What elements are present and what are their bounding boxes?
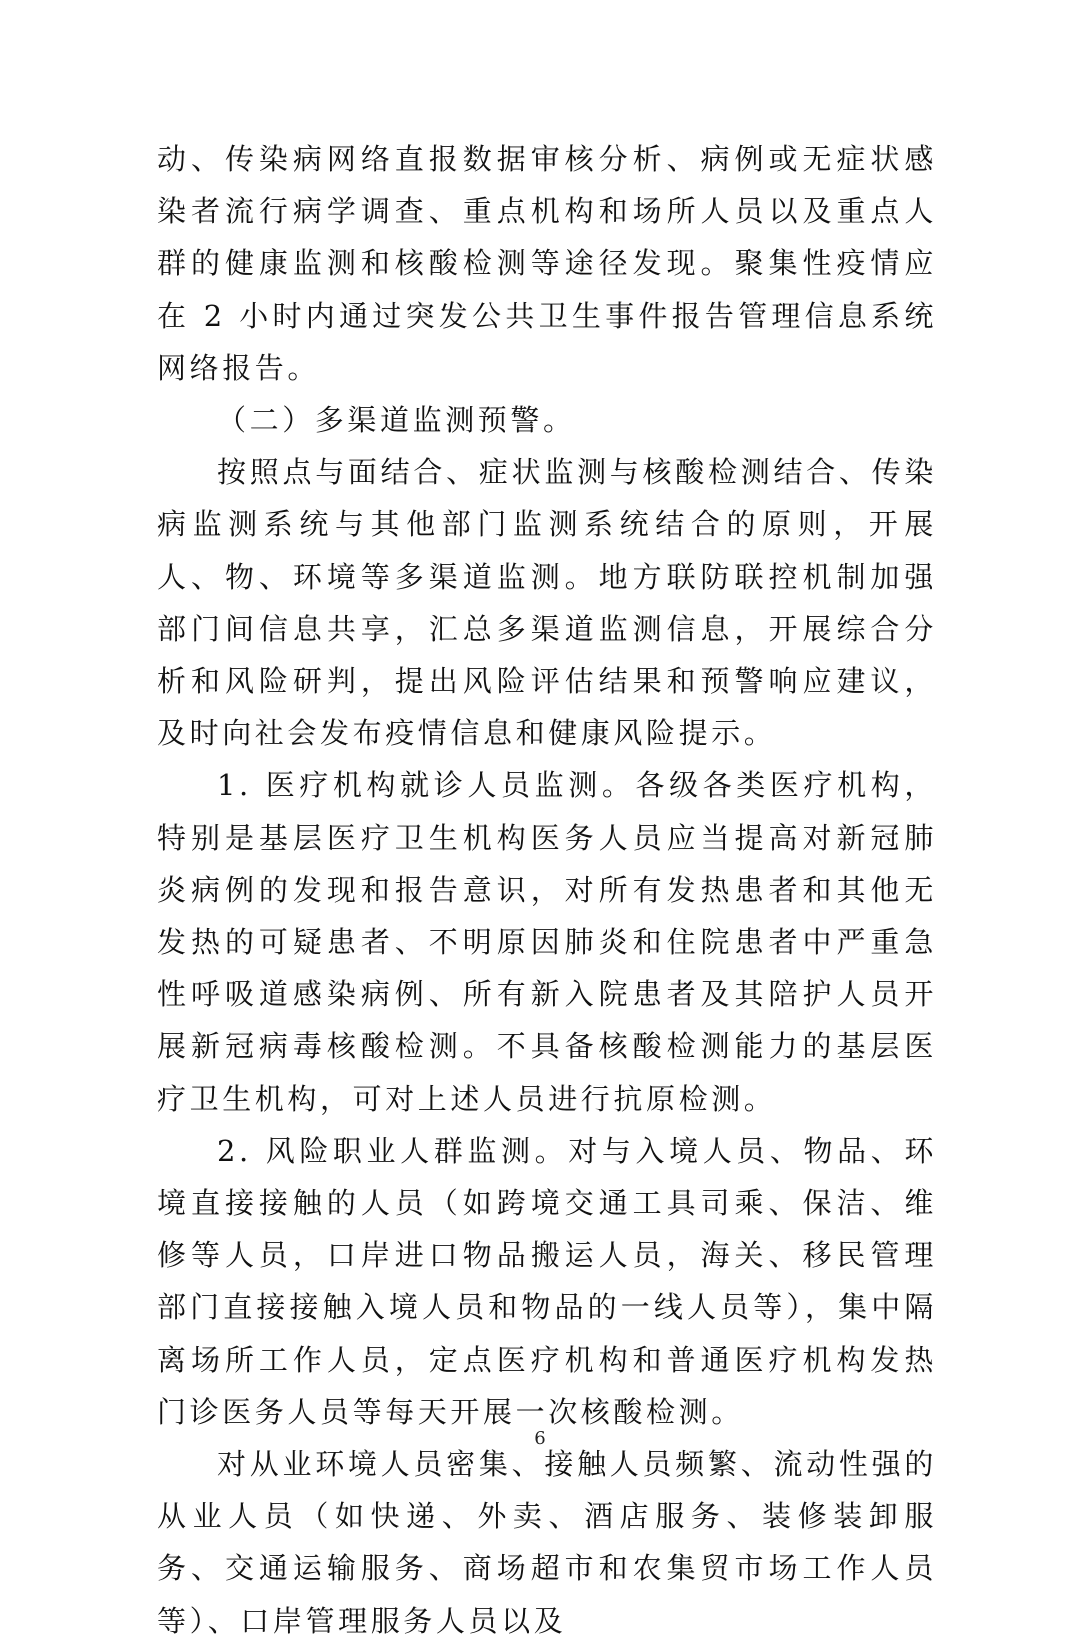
paragraph-item-2: 2. 风险职业人群监测。对与入境人员、物品、环境直接接触的人员（如跨境交通工具司乘、保洁、维修等人员，口岸进口物品搬运人员，海关、移民管理部门直接接触入境人员和物品的一线人员等），集中隔离场所工作人员，定点医疗机构和普通医疗机构发热门诊医务人员等每天开展一次核酸检测。 [157, 1133, 937, 1429]
paragraph-item-1: 1. 医疗机构就诊人员监测。各级各类医疗机构，特别是基层医疗卫生机构医务人员应当提高对新冠肺炎病例的发现和报告意识，对所有发热患者和其他无发热的可疑患者、不明原因肺炎和住院患者中严重急性呼吸道感染病例、所有新入院患者及其陪护人员开展新冠病毒核酸检测。不具备核酸检测能力的基层医疗卫生机构，可对上述人员进行抗原检测。 [157, 768, 937, 1116]
paragraph-multichannel-monitoring: 按照点与面结合、症状监测与核酸检测结合、传染病监测系统与其他部门监测系统结合的原则，开展人、物、环境等多渠道监测。地方联防联控机制加强部门间信息共享，汇总多渠道监测信息，开展综合分析和风险研判，提出风险评估结果和预警响应建议，及时向社会发布疫情信息和健康风险提示。 [157, 455, 937, 751]
document-body [157, 133, 937, 1647]
page-number: 6 [534, 1428, 546, 1449]
section-heading: （二）多渠道监测预警。 [217, 403, 576, 438]
paragraph-employees: 对从业环境人员密集、接触人员频繁、流动性强的从业人员（如快递、外卖、酒店服务、装修装卸服务、交通运输服务、商场超市和农集贸市场工作人员等）、口岸管理服务人员以及 [157, 1447, 937, 1638]
paragraph-continuation: 动、传染病网络直报数据审核分析、病例或无症状感染者流行病学调查、重点机构和场所人员以及重点人群的健康监测和核酸检测等途径发现。聚集性疫情应在 2 小时内通过突发公共卫生事件报告管理信息系统网络报告。 [157, 142, 937, 385]
